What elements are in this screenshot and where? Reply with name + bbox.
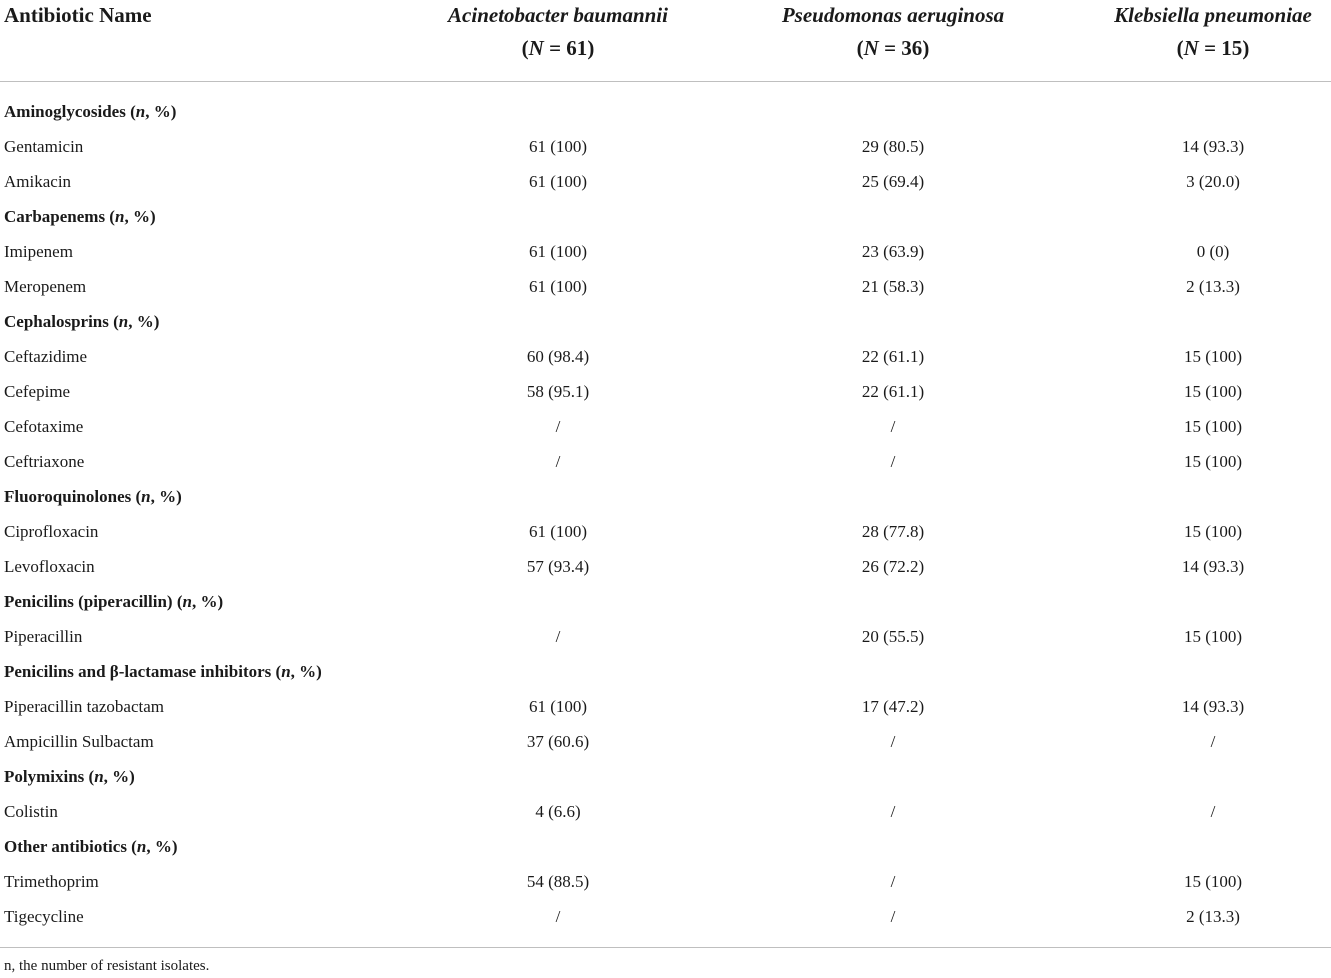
section-row [0,759,1331,794]
resistance-cell: 14 (93.3) [1181,557,1245,576]
resistance-cell: 29 (80.5) [861,137,925,156]
resistance-cell: 26 (72.2) [861,557,925,576]
resistance-cell: / [1210,732,1216,751]
resistance-cell: 37 (60.6) [526,732,590,751]
antibiotic-name: Colistin [4,802,58,821]
table-row [0,794,1331,829]
section-label: Penicilins (piperacillin) (n, %) [4,592,224,611]
resistance-cell: 61 (100) [528,277,588,296]
table-row [0,339,1331,374]
antibiotic-name: Cefotaxime [4,417,84,436]
header-n: (N = 61) [521,36,595,60]
section-label: Penicilins and β-lactamase inhibitors (n, %) [4,662,322,681]
resistance-cell: 2 (13.3) [1186,277,1240,296]
table-row [0,724,1331,759]
antibiotic-name: Ceftriaxone [4,452,85,471]
table-row [0,549,1331,584]
resistance-cell: / [555,627,561,646]
resistance-cell: 22 (61.1) [861,382,925,401]
resistance-cell: 61 (100) [528,522,588,541]
antibiotic-name: Piperacillin tazobactam [4,697,165,716]
section-label: Other antibiotics (n, %) [4,837,178,856]
resistance-cell: 61 (100) [528,697,588,716]
resistance-cell: 61 (100) [528,137,588,156]
resistance-cell: 3 (20.0) [1186,172,1240,191]
resistance-cell: 4 (6.6) [535,802,581,821]
section-label: Carbapenems (n, %) [4,207,156,226]
resistance-cell: / [555,907,561,926]
section-row [0,304,1331,339]
antibiotic-name: Trimethoprim [4,872,99,891]
section-row [0,199,1331,234]
table-row [0,234,1331,269]
section-row [0,94,1331,129]
header-organism: Acinetobacter baumannii [448,3,668,27]
antibiotic-name: Gentamicin [4,137,84,156]
table-row [0,864,1331,899]
resistance-cell: / [890,872,896,891]
resistance-cell: 58 (95.1) [526,382,590,401]
resistance-cell: 15 (100) [1183,347,1243,366]
table-row [0,374,1331,409]
resistance-cell: 60 (98.4) [526,347,590,366]
resistance-cell: / [890,907,896,926]
table-row [0,409,1331,444]
resistance-cell: 22 (61.1) [861,347,925,366]
resistance-cell: 25 (69.4) [861,172,925,191]
resistance-cell: 23 (63.9) [861,242,925,261]
antibiotic-name: Tigecycline [4,907,84,926]
header-antibiotic-name: Antibiotic Name [4,3,152,27]
section-label: Polymixins (n, %) [4,767,135,786]
resistance-cell: / [890,452,896,471]
resistance-cell: 15 (100) [1183,452,1243,471]
header-acinetobacter [428,0,688,65]
resistance-cell: 15 (100) [1183,627,1243,646]
resistance-cell: 61 (100) [528,242,588,261]
header-n: (N = 15) [1176,36,1250,60]
section-label: Cephalosprins (n, %) [4,312,160,331]
header-organism: Pseudomonas aeruginosa [781,3,1005,27]
resistance-cell: / [890,802,896,821]
resistance-cell: 21 (58.3) [861,277,925,296]
resistance-cell: 54 (88.5) [526,872,590,891]
antibiotic-name: Ceftazidime [4,347,88,366]
table-row [0,444,1331,479]
section-label: Aminoglycosides (n, %) [4,102,177,121]
resistance-cell: 0 (0) [1196,242,1230,261]
resistance-cell: / [890,732,896,751]
table-row [0,689,1331,724]
antibiotic-name: Ampicillin Sulbactam [4,732,154,751]
resistance-cell: 15 (100) [1183,417,1243,436]
resistance-cell: 15 (100) [1183,872,1243,891]
antibiotic-name: Amikacin [4,172,72,191]
table-row [0,164,1331,199]
resistance-cell: 15 (100) [1183,522,1243,541]
table-row [0,619,1331,654]
antibiotic-name: Cefepime [4,382,71,401]
header-pseudomonas [763,0,1023,65]
section-row [0,654,1331,689]
resistance-cell: / [555,417,561,436]
table-row [0,129,1331,164]
table-row [0,269,1331,304]
section-row [0,584,1331,619]
resistance-cell: 2 (13.3) [1186,907,1240,926]
antibiotic-name: Levofloxacin [4,557,95,576]
resistance-cell: 14 (93.3) [1181,137,1245,156]
header-divider [0,81,1331,82]
antibiotic-name: Ciprofloxacin [4,522,99,541]
resistance-cell: 20 (55.5) [861,627,925,646]
footer-divider [0,947,1331,948]
table-header [0,0,1331,82]
resistance-cell: 57 (93.4) [526,557,590,576]
table-row [0,899,1331,934]
resistance-cell: 61 (100) [528,172,588,191]
resistance-cell: / [555,452,561,471]
antibiotic-name: Meropenem [4,277,87,296]
table-row [0,514,1331,549]
section-label: Fluoroquinolones (n, %) [4,487,182,506]
resistance-cell: 28 (77.8) [861,522,925,541]
antibiotic-name: Imipenem [4,242,73,261]
resistance-cell: 17 (47.2) [861,697,925,716]
resistance-cell: / [1210,802,1216,821]
header-organism: Klebsiella pneumoniae [1114,3,1312,27]
header-klebsiella [1083,0,1331,65]
footnote: n, the number of resistant isolates. [4,958,210,974]
resistance-cell: 14 (93.3) [1181,697,1245,716]
section-row [0,829,1331,864]
section-row [0,479,1331,514]
resistance-cell: 15 (100) [1183,382,1243,401]
header-n: (N = 36) [856,36,930,60]
antibiotic-name: Piperacillin [4,627,83,646]
resistance-cell: / [890,417,896,436]
